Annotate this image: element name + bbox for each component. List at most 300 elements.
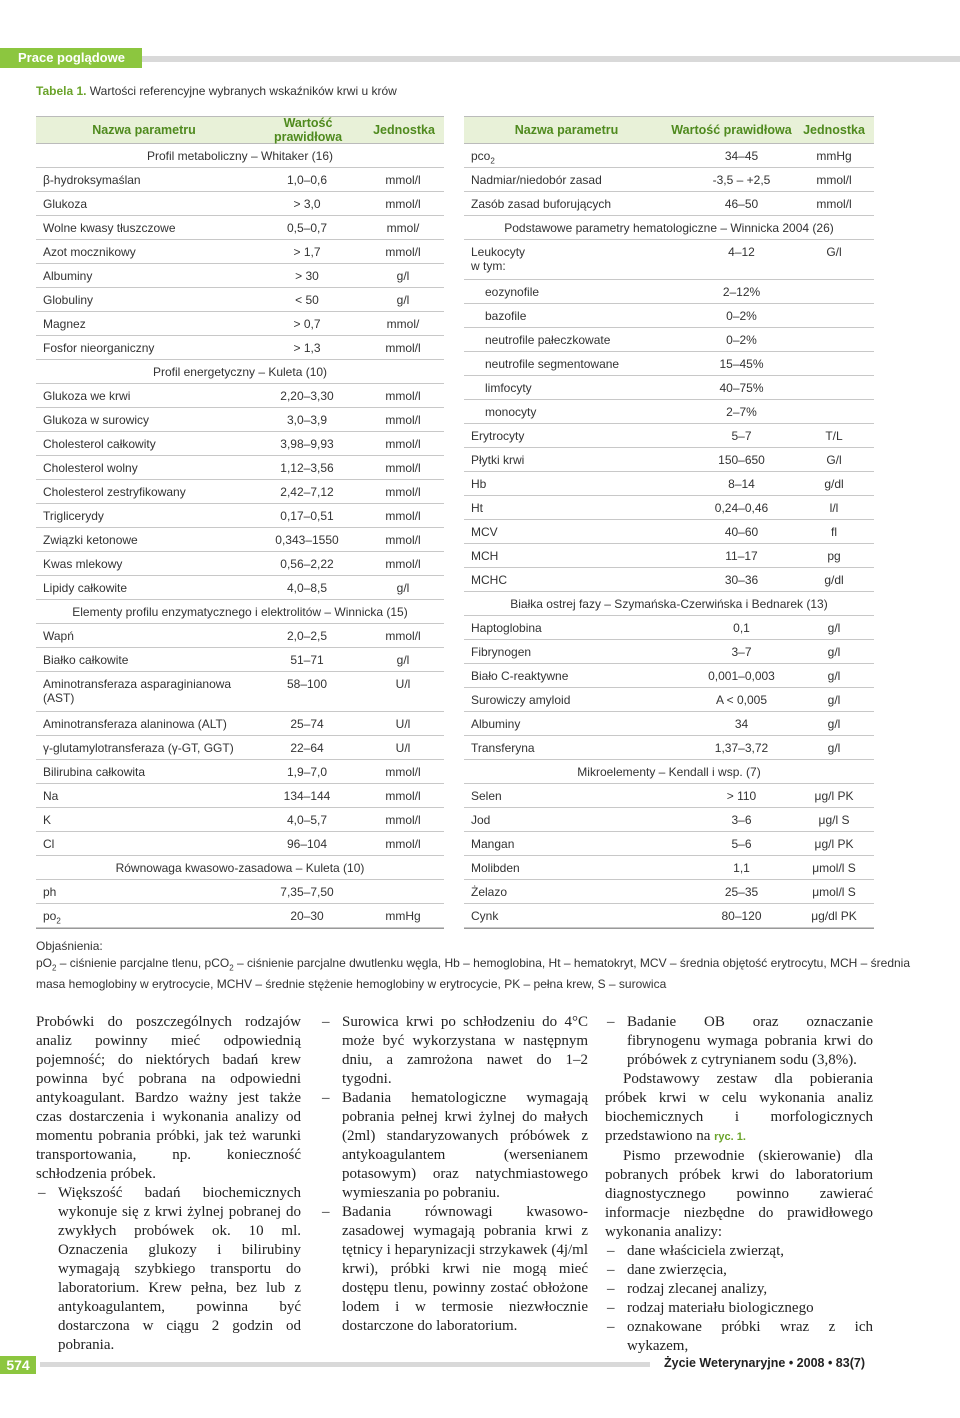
- bullet-item: [605, 1013, 873, 1070]
- unit: mmol/: [386, 317, 420, 331]
- bullet-item: [36, 1184, 301, 1355]
- table-caption-label: Tabela 1.: [36, 84, 87, 98]
- parameter-name-text: Kwas mlekowy: [43, 557, 123, 571]
- parameter-name-text: Zasób zasad buforujących: [471, 197, 612, 211]
- parameter-name: [36, 717, 252, 731]
- parameter-name-text: Bilirubina całkowita: [43, 765, 146, 779]
- bullet-dash: –: [607, 1319, 615, 1335]
- unit: mmol/l: [816, 197, 852, 211]
- unit: g/l: [827, 669, 841, 683]
- body-column-1: [36, 1013, 301, 1355]
- parameter-name: [464, 621, 689, 635]
- parameter-name-text: Haptoglobina: [471, 621, 542, 635]
- parameter-name-text: Molibden: [471, 861, 520, 875]
- bullet-dash: –: [322, 1204, 330, 1220]
- unit: mmol/l: [816, 173, 852, 187]
- table-row: [36, 408, 444, 432]
- reference-value: 2,0–2,5: [286, 629, 328, 643]
- parameter-name: [36, 197, 252, 211]
- list-text: dane właściciela zwierząt,: [627, 1243, 784, 1259]
- unit: mmHg: [816, 149, 852, 163]
- parameter-name-text: Azot mocznikowy: [43, 245, 136, 259]
- table-row: [36, 504, 444, 528]
- parameter-name: [36, 813, 252, 827]
- parameter-name-text: MCH: [471, 549, 499, 563]
- parameter-name-text: Wapń: [43, 629, 74, 643]
- journal-citation: Życie Weterynaryjne • 2008 • 83(7): [664, 1356, 865, 1370]
- unit: μg/l PK: [814, 837, 854, 851]
- reference-value: 3,98–9,93: [280, 437, 334, 451]
- unit: fl: [831, 525, 837, 539]
- parameter-name: [36, 885, 252, 899]
- unit: g/l: [827, 741, 841, 755]
- table-group-heading: [464, 760, 874, 784]
- figure-reference-link[interactable]: ryc. 1.: [714, 1131, 746, 1143]
- unit: U/l: [395, 677, 411, 691]
- reference-value: 0,1: [733, 621, 750, 635]
- parameter-name-text: Fibrynogen: [471, 645, 532, 659]
- section-rule: [142, 56, 960, 62]
- body-column-2: [320, 1013, 588, 1336]
- reference-value: > 1,7: [293, 245, 321, 259]
- table-row: [464, 376, 874, 400]
- table-row: [464, 880, 874, 904]
- unit: U/l: [395, 717, 411, 731]
- reference-value: 22–64: [290, 741, 324, 755]
- parameter-name-text: Na: [43, 789, 59, 803]
- reference-value: 0,001–0,003: [708, 669, 775, 683]
- parameter-name-text: Globuliny: [43, 293, 94, 307]
- bullet-text: Badanie OB oraz oznaczanie fibrynogenu wymaga pobrania krwi do próbówek z cytrynianem sodu (3,8%).: [627, 1014, 873, 1068]
- reference-value: 25–35: [724, 885, 759, 899]
- parameter-name-text: Białko całkowite: [43, 653, 129, 667]
- unit: g/l: [827, 693, 841, 707]
- body-column-3: [605, 1013, 873, 1356]
- unit: μg/dl PK: [811, 909, 857, 923]
- reference-table-right: [464, 116, 874, 929]
- parameter-name: [464, 477, 689, 491]
- group-heading-text: Profil energetyczny – Kuleta (10): [152, 365, 328, 379]
- parameter-name: [464, 669, 689, 683]
- table-row: [36, 648, 444, 672]
- table-row: [36, 312, 444, 336]
- parameter-name-text: Albuminy: [43, 269, 93, 283]
- reference-value: > 0,7: [293, 317, 321, 331]
- table-row: [464, 280, 874, 304]
- unit: mmol/l: [385, 461, 421, 475]
- unit: μmol/l S: [812, 885, 856, 899]
- table-row: [36, 240, 444, 264]
- unit: mmol/l: [385, 557, 421, 571]
- parameter-name: [464, 501, 689, 515]
- unit: mmHg: [385, 909, 421, 923]
- table-row: [464, 664, 874, 688]
- notes-text: pO: [36, 956, 53, 970]
- unit: g/l: [396, 653, 410, 667]
- table-row: [464, 736, 874, 760]
- unit: mmol/l: [385, 413, 421, 427]
- reference-value: 2,20–3,30: [280, 389, 334, 403]
- reference-value: 3,0–3,9: [286, 413, 328, 427]
- table-row: [464, 688, 874, 712]
- parameter-name: [464, 357, 689, 371]
- reference-value: -3,5 – +2,5: [712, 173, 771, 187]
- reference-value: 3–6: [731, 813, 752, 827]
- parameter-name-text: Hb: [471, 477, 487, 491]
- bullet-text: Badania równowagi kwasowo-zasadowej wymagają pobrania krwi z tętnicy i heparynizacji strzykawek (4j/ml krwi), próbki krwi nie mogą mieć dostępu tlenu, powinny zostać obłożone lodem i w termosie niezwłocznie dostarczone do laboratorium.: [342, 1204, 588, 1334]
- unit: mmol/l: [385, 437, 421, 451]
- unit: G/l: [826, 453, 842, 467]
- table-row: [464, 832, 874, 856]
- reference-value: 0,5–0,7: [286, 221, 328, 235]
- parameter-name-text: Nadmiar/niedobór zasad: [471, 173, 602, 187]
- header-value: Wartość prawidłowa: [273, 116, 343, 144]
- parameter-name: [464, 741, 689, 755]
- notes-text: – ciśnienie parcjalne tlenu, pCO: [56, 956, 230, 970]
- parameter-name: [464, 285, 689, 299]
- parameter-name: [464, 453, 689, 467]
- parameter-name-text: γ-glutamylotransferaza (γ-GT, GGT): [43, 741, 234, 755]
- bullet-dash: –: [607, 1300, 615, 1316]
- parameter-name: [464, 429, 689, 443]
- list-text: rodzaj zlecanej analizy,: [627, 1281, 768, 1297]
- table-row: [464, 712, 874, 736]
- parameter-name-text: Glukoza w surowicy: [43, 413, 150, 427]
- list-item: [605, 1242, 873, 1261]
- parameter-name: [464, 549, 689, 563]
- table-row: [464, 192, 874, 216]
- reference-value: 0,17–0,51: [280, 509, 334, 523]
- parameter-name: [464, 861, 689, 875]
- header-unit: Jednostka: [373, 123, 435, 137]
- table-group-heading: [36, 144, 444, 168]
- parameter-name-text: Cynk: [471, 909, 499, 923]
- list-text: rodzaj materiału biologicznego: [627, 1300, 814, 1316]
- parameter-subscript: 2: [490, 156, 495, 166]
- unit: mmol/l: [385, 837, 421, 851]
- table-header-left: [36, 116, 444, 144]
- parameter-name-text: Cholesterol całkowity: [43, 437, 156, 451]
- table-row: [464, 424, 874, 448]
- parameter-name: [36, 221, 252, 235]
- notes-text: – ciśnienie parcjalne dwutlenku węgla, Hb – hemoglobina, Ht – hematokryt, MCV – średnia objętość erytrocytu, MCH – średnia: [233, 956, 911, 970]
- unit: l/l: [829, 501, 839, 515]
- parameter-name: [36, 269, 252, 283]
- bullet-text: Badania hematologiczne wymagają pobrania pełnej krwi żylnej do małych (2ml) standaryzowanych próbówek z antykoagulantem (wersenianem potasowym) oraz natychmiastowego wymieszania po pobraniu.: [342, 1090, 588, 1201]
- unit: g/l: [827, 645, 841, 659]
- bullet-text: Większość badań biochemicznych wykonuje się z krwi żylnej pobranej do zwykłych probówek ok. 10 ml. Oznaczenia glukozy i bilirubiny wymagają szybkiego transportu do laboratorium. Krew pełna, bez lub z antykoagulantem, powinna być dostarczona w ciągu 2 godzin od pobrania.: [58, 1185, 301, 1353]
- unit: pg: [827, 549, 841, 563]
- group-heading-text: Profil metaboliczny – Whitaker (16): [146, 149, 334, 163]
- parameter-name: [36, 485, 252, 499]
- reference-value: 15–45%: [719, 357, 764, 371]
- bullet-dash: –: [322, 1090, 330, 1106]
- parameter-name-text: Leukocyty: [471, 245, 526, 259]
- unit: mmol/l: [385, 813, 421, 827]
- page-number: 574: [0, 1356, 36, 1374]
- reference-value: 58–100: [286, 677, 328, 691]
- unit: g/dl: [824, 477, 844, 491]
- table-row: [464, 240, 874, 280]
- parameter-name-text: eozynofile: [485, 285, 540, 299]
- parameter-name-text: Żelazo: [471, 885, 508, 899]
- parameter-name: [464, 245, 689, 273]
- notes-line-1: [36, 955, 916, 976]
- parameter-name-text: Cl: [43, 837, 55, 851]
- bullet-dash: –: [322, 1014, 330, 1030]
- parameter-name: [464, 173, 689, 187]
- unit: mmol/l: [385, 341, 421, 355]
- table-row: [36, 832, 444, 856]
- table-header-right: [464, 116, 874, 144]
- header-unit: Jednostka: [803, 123, 865, 137]
- unit: mmol/: [386, 221, 420, 235]
- parameter-subscript: 2: [56, 916, 61, 926]
- parameter-name-text: Surowiczy amyloid: [471, 693, 571, 707]
- reference-value: 1,12–3,56: [280, 461, 334, 475]
- parameter-name: [464, 789, 689, 803]
- parameter-name: [464, 333, 689, 347]
- parameter-name-text: β-hydroksymaślan: [43, 173, 141, 187]
- parameter-name: [464, 693, 689, 707]
- parameter-name-text: ph: [43, 885, 57, 899]
- parameter-name: [464, 717, 689, 731]
- parameter-name-continuation: (AST): [43, 691, 75, 705]
- table-row: [464, 496, 874, 520]
- reference-value: A < 0,005: [715, 693, 768, 707]
- table-row: [464, 904, 874, 928]
- reference-value: 7,35–7,50: [280, 885, 334, 899]
- parameter-name: [464, 837, 689, 851]
- parameter-name: [36, 557, 252, 571]
- parameter-name: [36, 389, 252, 403]
- table-row: [36, 880, 444, 904]
- parameter-name-text: pco: [471, 149, 491, 163]
- reference-value: < 50: [295, 293, 319, 307]
- table-row: [464, 640, 874, 664]
- parameter-name: [36, 741, 252, 755]
- table-row: [36, 808, 444, 832]
- parameter-name-text: Glukoza: [43, 197, 88, 211]
- parameter-name: [464, 909, 689, 923]
- parameter-name-text: Albuminy: [471, 717, 521, 731]
- parameter-name: [36, 581, 252, 595]
- table-notes: [36, 938, 916, 993]
- unit: mmol/l: [385, 789, 421, 803]
- unit: g/l: [396, 293, 410, 307]
- parameter-name: [36, 789, 252, 803]
- list-item: [605, 1280, 873, 1299]
- parameter-name: [36, 461, 252, 475]
- header-name: Nazwa parametru: [92, 123, 196, 137]
- table-row: [36, 552, 444, 576]
- table-row: [36, 288, 444, 312]
- unit: G/l: [826, 245, 842, 259]
- notes-line-2: masa hemoglobiny w erytrocycie, MCHV – średnie stężenie hemoglobiny w erytrocycie, PK – pełna krew, S – surowica: [36, 977, 667, 992]
- unit: mmol/l: [385, 629, 421, 643]
- parameter-name: [464, 381, 689, 395]
- parameter-name-text: Biało C-reaktywne: [471, 669, 569, 683]
- unit: mmol/l: [385, 173, 421, 187]
- parameter-name-text: Mangan: [471, 837, 515, 851]
- parameter-name-text: Ht: [471, 501, 483, 515]
- parameter-name: [464, 149, 689, 165]
- reference-value: 2,42–7,12: [280, 485, 334, 499]
- bullet-dash: –: [607, 1262, 615, 1278]
- table-row: [36, 336, 444, 360]
- parameter-name-text: Transferyna: [471, 741, 535, 755]
- table-row: [464, 520, 874, 544]
- bullet-item: [320, 1013, 588, 1089]
- bullet-dash: –: [607, 1014, 615, 1030]
- table-row: [464, 784, 874, 808]
- notes-subscript: 2: [229, 963, 234, 973]
- table-row: [464, 544, 874, 568]
- parameter-name-text: Wolne kwasy tłuszczowe: [43, 221, 176, 235]
- reference-value: 4–12: [728, 245, 755, 259]
- unit: mmol/l: [385, 389, 421, 403]
- paragraph: Pismo przewodnie (skierowanie) dla pobranych próbek krwi do laboratorium diagnostycznego powinno zawierać informacje niezbędne do prawidłowego wykonania analizy:: [605, 1148, 873, 1240]
- unit: T/L: [825, 429, 843, 443]
- parameter-name: [464, 197, 689, 211]
- parameter-name-text: Magnez: [43, 317, 86, 331]
- table-row: [464, 168, 874, 192]
- table-body-right: [464, 144, 874, 929]
- parameter-name: [464, 405, 689, 419]
- parameter-name-text: Erytrocyty: [471, 429, 525, 443]
- reference-value: 46–50: [724, 197, 759, 211]
- reference-value: 1,9–7,0: [286, 765, 328, 779]
- parameter-name: [464, 813, 689, 827]
- parameter-name-text: monocyty: [485, 405, 537, 419]
- reference-value: 25–74: [290, 717, 324, 731]
- parameter-name-text: Płytki krwi: [471, 453, 525, 467]
- unit: mmol/l: [385, 509, 421, 523]
- unit: mmol/l: [385, 533, 421, 547]
- reference-table-left: [36, 116, 444, 929]
- parameter-name: [464, 525, 689, 539]
- table-row: [36, 216, 444, 240]
- parameter-name: [36, 909, 252, 925]
- unit: g/l: [827, 717, 841, 731]
- parameter-name: [36, 653, 252, 667]
- reference-value: > 110: [726, 789, 757, 803]
- unit: mmol/l: [385, 765, 421, 779]
- reference-value: 0–2%: [726, 309, 757, 323]
- parameter-name-text: Aminotransferaza asparaginianowa: [43, 677, 232, 691]
- reference-value: > 30: [295, 269, 319, 283]
- header-value: Wartość prawidłowa: [671, 123, 792, 137]
- reference-value: 0–2%: [726, 333, 757, 347]
- reference-value: 8–14: [728, 477, 755, 491]
- parameter-name-text: MCHC: [471, 573, 507, 587]
- parameter-name: [36, 245, 252, 259]
- parameter-name: [36, 629, 252, 643]
- table-row: [36, 904, 444, 928]
- notes-title: Objaśnienia:: [36, 939, 103, 953]
- table-row: [464, 472, 874, 496]
- table-row: [36, 456, 444, 480]
- unit: mmol/l: [385, 197, 421, 211]
- reference-value: 5–6: [731, 837, 752, 851]
- table-row: [36, 528, 444, 552]
- parameter-name: [36, 341, 252, 355]
- reference-value: 1,37–3,72: [714, 741, 769, 755]
- reference-value: 150–650: [718, 453, 765, 467]
- reference-value: 3–7: [731, 645, 752, 659]
- list-text: dane zwierzęcia,: [627, 1262, 727, 1278]
- bullet-dash: –: [607, 1243, 615, 1259]
- table-group-heading: [464, 592, 874, 616]
- section-label: Prace poglądowe: [0, 48, 142, 68]
- parameter-name: [36, 437, 252, 451]
- parameter-name-text: Lipidy całkowite: [43, 581, 128, 595]
- parameter-name-text: bazofile: [485, 309, 527, 323]
- parameter-name-text: limfocyty: [485, 381, 532, 395]
- group-heading-text: Elementy profilu enzymatycznego i elektrolitów – Winnicka (15): [72, 605, 408, 619]
- table-row: [464, 856, 874, 880]
- parameter-name-text: Aminotransferaza alaninowa (ALT): [43, 717, 227, 731]
- table-row: [464, 568, 874, 592]
- table-group-heading: [36, 360, 444, 384]
- table-body-left: [36, 144, 444, 929]
- parameter-name-text: Jod: [471, 813, 491, 827]
- table-caption: [36, 84, 397, 98]
- reference-value: 11–17: [725, 549, 758, 563]
- table-row: [36, 672, 444, 712]
- parameter-name: [464, 309, 689, 323]
- reference-value: 0,343–1550: [275, 533, 339, 547]
- list-text: oznakowane próbki wraz z ich wykazem,: [627, 1319, 873, 1354]
- table-row: [464, 328, 874, 352]
- unit: U/l: [395, 741, 411, 755]
- group-heading-text: Równowaga kwasowo-zasadowa – Kuleta (10): [115, 861, 365, 875]
- parameter-name: [464, 645, 689, 659]
- reference-value: 40–75%: [719, 381, 764, 395]
- list-item: [605, 1318, 873, 1356]
- parameter-name-text: Triglicerydy: [43, 509, 104, 523]
- parameter-name-text: Glukoza we krwi: [43, 389, 131, 403]
- parameter-name-text: MCV: [471, 525, 498, 539]
- group-heading-text: Podstawowe parametry hematologiczne – Winnicka 2004 (26): [504, 221, 834, 235]
- table-row: [36, 480, 444, 504]
- unit: g/l: [827, 621, 841, 635]
- unit: μg/l PK: [814, 789, 854, 803]
- table-caption-text: Wartości referencyjne wybranych wskaźników krwi u krów: [86, 84, 397, 98]
- bullet-text: Surowica krwi po schłodzeniu do 4°C może być wykorzystana w następnym dniu, a zamrożona nawet do 1–2 tygodni.: [342, 1014, 588, 1087]
- table-row: [36, 760, 444, 784]
- bullet-dash: –: [607, 1281, 615, 1297]
- table-row: [36, 168, 444, 192]
- parameter-name: [36, 317, 252, 331]
- bullet-item: [320, 1089, 588, 1203]
- bullet-item: [320, 1203, 588, 1336]
- table-row: [464, 304, 874, 328]
- reference-value: > 1,3: [293, 341, 321, 355]
- reference-value: 20–30: [290, 909, 324, 923]
- parameter-name-text: Fosfor nieorganiczny: [43, 341, 155, 355]
- table-group-heading: [36, 856, 444, 880]
- parameter-name-continuation: w tym:: [471, 259, 506, 273]
- reference-value: 134–144: [283, 789, 331, 803]
- unit: g/l: [396, 269, 410, 283]
- parameter-name: [36, 293, 252, 307]
- table-row: [36, 384, 444, 408]
- reference-value: 2–12%: [722, 285, 761, 299]
- parameter-name-text: neutrofile segmentowane: [485, 357, 620, 371]
- list-item: [605, 1299, 873, 1318]
- table-row: [36, 576, 444, 600]
